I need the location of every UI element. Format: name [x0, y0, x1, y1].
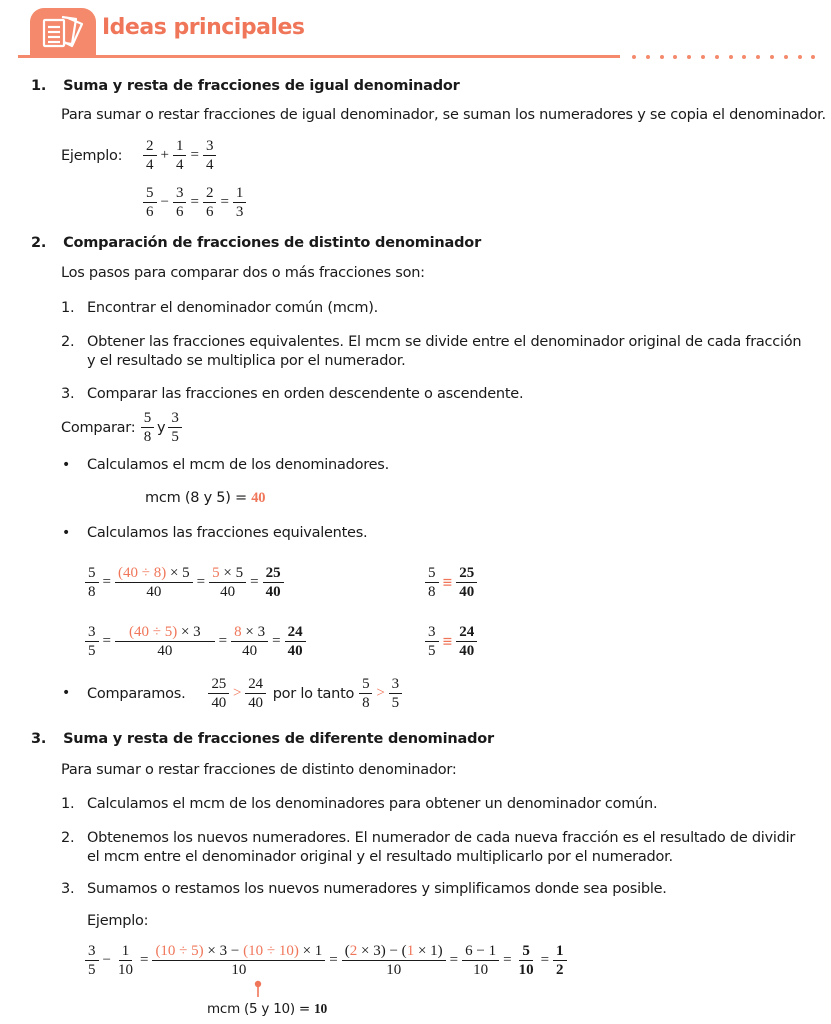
step-text: Comparar las fracciones en orden descendente o ascendente.	[87, 386, 524, 402]
bullet-text: Calculamos el mcm de los denominadores.	[87, 457, 389, 473]
header-dotted-rule	[632, 55, 815, 59]
step-text: Obtener las fracciones equivalentes. El mcm se divide entre el denominador original de cada fracción	[87, 334, 802, 350]
fraction: $\frac{1}{2}$	[553, 943, 567, 978]
step-number: 1.	[61, 796, 75, 812]
section-number: 1.	[31, 78, 47, 94]
fraction: 24 40	[456, 624, 477, 659]
step-text-cont: y el resultado se multiplica por el numerador.	[87, 353, 406, 369]
comparison-line: Comparamos. 25 40 > 24 40 por lo tanto 5 8 > 3 5	[87, 676, 403, 711]
step-number: 3.	[61, 881, 75, 897]
fraction: 2 4	[143, 138, 157, 173]
mcm-value: 40	[251, 490, 266, 506]
fraction: 5 8	[141, 410, 154, 445]
fraction: 5 8	[425, 565, 439, 600]
documents-icon	[38, 14, 88, 52]
fraction: $\frac{8 \times 3}{40}$	[231, 624, 268, 659]
fraction: $\frac{1}{4}$	[173, 138, 187, 173]
example-equation: 3 5 − $\frac{1}{10}$ = $\frac{(10 \div 5) \times 3 - (10 \div 10) \times 1}{10}$ = $\frac{(2 \times 3) - (1 \times 1)}{10}$ = $\frac{6 - 1}{10}$ = $\frac{5}{10}$ = $\frac{1}{2}$	[84, 943, 568, 978]
section-3-heading	[31, 731, 494, 747]
mcm-annotation: mcm (5 y 10) = 10	[207, 1001, 328, 1017]
header-rule	[18, 55, 620, 58]
example-label: Ejemplo:	[87, 913, 149, 929]
step-text: Calculamos el mcm de los denominadores para obtener un denominador común.	[87, 796, 658, 812]
section-3-intro: Para sumar o restar fracciones de distinto denominador:	[61, 762, 457, 778]
step-text: Obtenemos los nuevos numeradores. El numerador de cada nueva fracción es el resultado de dividir	[87, 830, 796, 846]
equivalent-fraction-calc-2: $\frac{3}{5}$ = $\frac{(40 \div 5) \times 3}{40}$ = $\frac{8 \times 3}{40}$ = $\frac{24}{40}$	[84, 624, 307, 659]
fraction: $\frac{(40 \div 8) \times 5}{40}$	[115, 565, 193, 600]
step-number: 1.	[61, 300, 75, 316]
step-text: Sumamos o restamos los nuevos numeradores y simplificamos donde sea posible.	[87, 881, 667, 897]
fraction: $\frac{25}{40}$	[263, 565, 284, 600]
fraction: $\frac{5}{10}$	[518, 943, 534, 978]
fraction: $\frac{(40 \div 5) \times 3}{40}$	[115, 624, 215, 659]
fraction: 25 40	[208, 676, 229, 711]
fraction: $\frac{24}{40}$	[285, 624, 306, 659]
section-2-heading	[31, 235, 481, 251]
section-title: Suma y resta de fracciones de diferente denominador	[63, 731, 494, 747]
fraction: $\frac{(10 \div 5) \times 3 - (10 \div 10) \times 1}{10}$	[152, 943, 325, 978]
step-number: 3.	[61, 386, 75, 402]
equivalence-symbol: ≡	[442, 631, 453, 651]
equivalent-fraction-calc-1: $\frac{5}{8}$ = $\frac{(40 \div 8) \times 5}{40}$ = $\frac{5 \times 5}{40}$ = $\frac{25}{40}$	[84, 565, 285, 600]
fraction: $\frac{1}{10}$	[117, 943, 133, 978]
fraction: $\frac{2}{6}$	[203, 185, 217, 220]
section-header-tab	[30, 8, 96, 55]
fraction: 3 5	[389, 676, 402, 711]
fraction: $\frac{3}{4}$	[203, 138, 217, 173]
fraction: $\frac{5}{8}$	[85, 565, 99, 600]
fraction: $\frac{(2 \times 3) - (1 \times 1)}{10}$	[342, 943, 446, 978]
step-text-cont: el mcm entre el denominador original y el resultado multiplicarlo por el numerador.	[87, 849, 673, 865]
fraction: 3 5	[168, 410, 181, 445]
compare-line: Comparar: 5 8 y 3 5	[61, 410, 183, 445]
example-1-equation: 2 4 + $\frac{1}{4}$ = $\frac{3}{4}$	[142, 138, 217, 173]
step-number: 2.	[61, 830, 75, 846]
fraction: 5 8	[359, 676, 372, 711]
step-number: 2.	[61, 334, 75, 350]
bullet-text: Calculamos las fracciones equivalentes.	[87, 525, 368, 541]
fraction: 3 5	[425, 624, 439, 659]
fraction: $\frac{3}{6}$	[173, 185, 187, 220]
section-number: 3.	[31, 731, 47, 747]
fraction: 24 40	[245, 676, 266, 711]
fraction: 5 6	[143, 185, 157, 220]
pointer-pin-icon	[253, 980, 263, 1002]
example-2-equation: 5 6 − $\frac{3}{6}$ = $\frac{2}{6}$ = $\frac{1}{3}$	[142, 185, 247, 220]
section-title: Suma y resta de fracciones de igual denominador	[63, 78, 460, 94]
section-2-intro: Los pasos para comparar dos o más fracciones son:	[61, 265, 425, 281]
equivalence-2	[424, 624, 478, 659]
section-title: Comparación de fracciones de distinto denominador	[63, 235, 482, 251]
fraction: $\frac{1}{3}$	[233, 185, 247, 220]
mcm-line: mcm (8 y 5) = 40	[145, 490, 266, 506]
example-label: Ejemplo:	[61, 148, 123, 164]
page-title: Ideas principales	[102, 15, 305, 40]
fraction: 25 40	[456, 565, 477, 600]
equivalence-1	[424, 565, 478, 600]
step-text: Encontrar el denominador común (mcm).	[87, 300, 378, 316]
section-1-heading	[31, 78, 460, 94]
bullet: •	[62, 525, 71, 541]
bullet: •	[62, 457, 71, 473]
mcm-value: 10	[314, 1001, 328, 1016]
fraction: 3 5	[85, 943, 99, 978]
fraction: $\frac{3}{5}$	[85, 624, 99, 659]
equivalence-symbol: ≡	[442, 572, 453, 592]
section-number: 2.	[31, 235, 47, 251]
fraction: $\frac{5 \times 5}{40}$	[209, 565, 246, 600]
bullet: •	[62, 685, 71, 701]
fraction: $\frac{6 - 1}{10}$	[462, 943, 499, 978]
section-1-text: Para sumar o restar fracciones de igual denominador, se suman los numeradores y se copia el denominador.	[61, 107, 826, 123]
